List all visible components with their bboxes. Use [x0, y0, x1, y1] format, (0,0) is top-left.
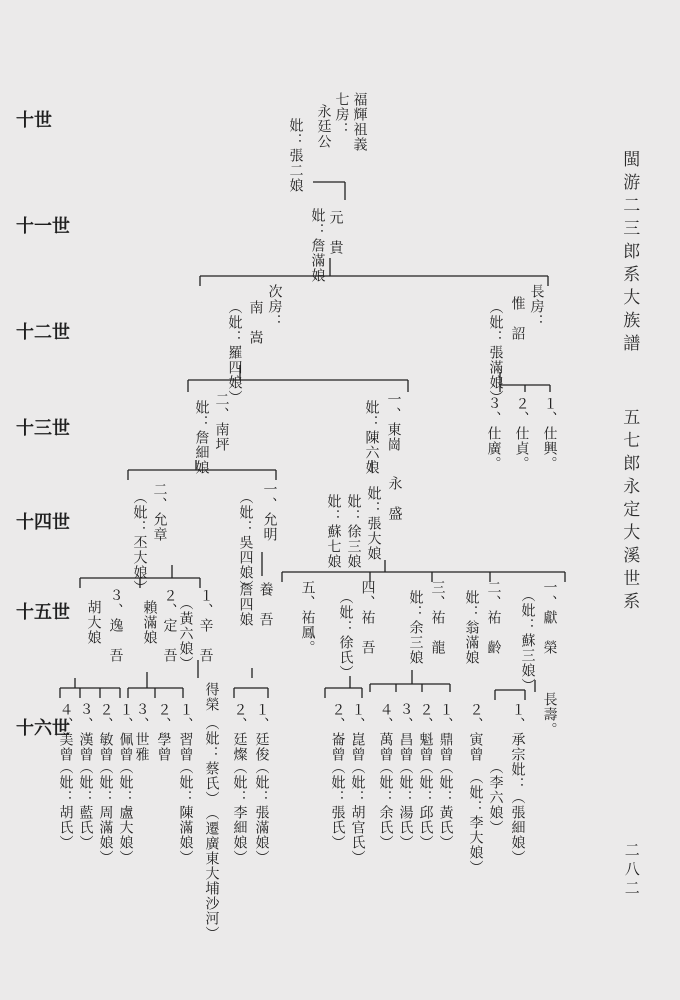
g15-xianrong-note: 長壽。 [541, 692, 558, 737]
g15-youlong-wife: 妣：余三娘 [407, 590, 424, 665]
g15-youlong-name: 三、祐 龍 [429, 580, 446, 655]
g10-line2: 七房： [333, 92, 350, 137]
book-title: 閩游二三郎系大族譜 [619, 150, 640, 357]
g16-dingzeng-wife: （妣：黃氏） [437, 760, 454, 850]
g14-yongsheng-wife2: 妣：徐三娘 [345, 494, 362, 569]
g16-chengzong-name: １、承宗妣： [509, 702, 526, 792]
g14-yunzhang-wife: （妣：丕大娘） [131, 490, 148, 595]
g12b-line1: 次房： [266, 284, 283, 329]
g14-yongsheng-wife3: 妣：蘇七娘 [325, 494, 342, 569]
g14-yunming-wife: （妣：吳四娘） [237, 490, 254, 595]
g12a-line1: 長房： [528, 284, 545, 329]
g12a-wife: （妣：張滿娘） [487, 300, 504, 405]
g16-yinzeng-wife: （妣：李大娘） [467, 770, 484, 875]
g15-youfeng-name: 五、祐鳳。 [299, 580, 316, 655]
g15-youwu-wife: （妣：徐氏） [337, 590, 354, 680]
generation-label-10: 十世 [16, 110, 52, 131]
g16-derong-name: 得榮 [203, 682, 220, 712]
g16-derong-wife: （妣：蔡氏） [203, 716, 220, 806]
generation-label-12: 十二世 [16, 322, 70, 343]
g13b-wife: 妣：詹細娘 [193, 400, 210, 475]
g16-meizeng-wife: （妣：胡氏） [57, 760, 74, 850]
g15-yangwu-name: 養 吾 [257, 582, 274, 627]
g12a-child-2: ２、仕貞。 [513, 396, 530, 471]
g15-yiwu-wife: 胡大娘 [85, 600, 102, 645]
g16-minzeng-wife: （妣：周滿娘） [97, 760, 114, 865]
g15-dingwu-name: ２、定 吾 [161, 588, 178, 663]
g16-shiya-name: ３、世雅 [133, 702, 150, 762]
g16-hanzeng-wife: （妣：藍氏） [77, 760, 94, 850]
g14-yunzhang-name: 二、允章 [151, 482, 168, 542]
g16-tingcan-name: ２、廷燦 [231, 702, 248, 762]
g15-dingwu-wife: 賴滿娘 [141, 600, 158, 645]
g16-meizeng-name: ４、美曾 [57, 702, 74, 762]
g16-tingjun-name: １、廷俊 [253, 702, 270, 762]
g16-hanzeng-name: ３、漢曾 [77, 702, 94, 762]
g15-xianrong-name: 一、獻 榮 [541, 580, 558, 655]
g14-yongsheng-wife1: 妣：張大娘 [365, 486, 382, 561]
g16-lunzeng-wife: （妣：張氏） [329, 760, 346, 850]
generation-label-14: 十四世 [16, 512, 70, 533]
g15-yiwu-name: ３、逸 吾 [107, 588, 124, 663]
g16-xizeng-wife: （妣：陳滿娘） [177, 760, 194, 865]
g12b-wife: （妣：羅四娘） [226, 300, 243, 405]
g16-xizeng-name: １、習曾 [177, 702, 194, 762]
g13b-name: 二、南坪 [213, 392, 230, 452]
g16-peizeng-wife: （妣：盧大娘） [117, 760, 134, 865]
g16-tingjun-wife: （妣：張滿娘） [253, 760, 270, 865]
g12a-line2: 惟 詔 [509, 296, 526, 341]
generation-label-16: 十六世 [16, 718, 70, 739]
page-number: 二八二 [622, 842, 641, 899]
g12a-child-1: １、仕興。 [541, 396, 558, 471]
generation-label-13: 十三世 [16, 418, 70, 439]
g15-youwu-name: 四、祐 吾 [359, 580, 376, 655]
g13a-name: 一、東崗 [385, 392, 402, 452]
g15-youling-wife: 妣：翁滿娘 [463, 590, 480, 665]
g15-xianrong-wife: （妣：蘇三娘） [519, 588, 536, 693]
g16-yinzeng-name: ２、寅曾 [467, 702, 484, 762]
g16-wanzeng-wife: （妣：余氏） [377, 760, 394, 850]
g11-name: 元 貴 [327, 210, 344, 255]
g14-yongsheng-name: 永 盛 [386, 476, 403, 521]
g15-xinwu-wife: （黃六娘） [177, 596, 194, 671]
generation-label-11: 十一世 [16, 216, 70, 237]
g15-youling-name: 二、祐 齡 [485, 580, 502, 655]
generation-label-15: 十五世 [16, 602, 70, 623]
g12a-child-3: ３、仕廣。 [485, 396, 502, 471]
g12b-line2: 南 嵩 [247, 300, 264, 345]
g16-xuezeng-name: ２、學曾 [155, 702, 172, 762]
g16-kunzeng-wife: （妣：胡官氏） [349, 760, 366, 865]
section-title: 五七郎永定大溪世系 [619, 408, 640, 615]
g11-wife: 妣：詹滿娘 [309, 208, 326, 283]
g16-derong-note: （遷廣東大埔沙河） [203, 806, 220, 941]
g10-line1: 福輝祖義 [351, 92, 368, 152]
g16-peizeng-name: １、佩曾 [117, 702, 134, 762]
g16-lunzeng-name: ２、崙曾 [329, 702, 346, 762]
g16-kuizeng-name: ２、魁曾 [417, 702, 434, 762]
g13a-wife: 妣：陳六娘 [363, 400, 380, 475]
g15-xinwu-name: １、辛 吾 [197, 588, 214, 663]
g16-chengzong-wife2: （李六娘） [487, 760, 504, 835]
g16-kunzeng-name: １、崑曾 [349, 702, 366, 762]
g16-changzeng-wife: （妣：湯氏） [397, 760, 414, 850]
g16-wanzeng-name: ４、萬曾 [377, 702, 394, 762]
g16-dingzeng-name: １、鼎曾 [437, 702, 454, 762]
g16-minzeng-name: ２、敏曾 [97, 702, 114, 762]
g16-chengzong-wife: （張細娘） [509, 790, 526, 865]
g15-yangwu-wife: 詹四娘 [237, 582, 254, 627]
g14-yunming-name: 一、允明 [261, 482, 278, 542]
g16-kuizeng-wife: （妣：邱氏） [417, 760, 434, 850]
g10-wife: 妣：張二娘 [287, 118, 304, 193]
g10-line3: 永廷公 [315, 104, 332, 149]
g16-tingcan-wife: （妣：李細娘） [231, 760, 248, 865]
g16-changzeng-name: ３、昌曾 [397, 702, 414, 762]
